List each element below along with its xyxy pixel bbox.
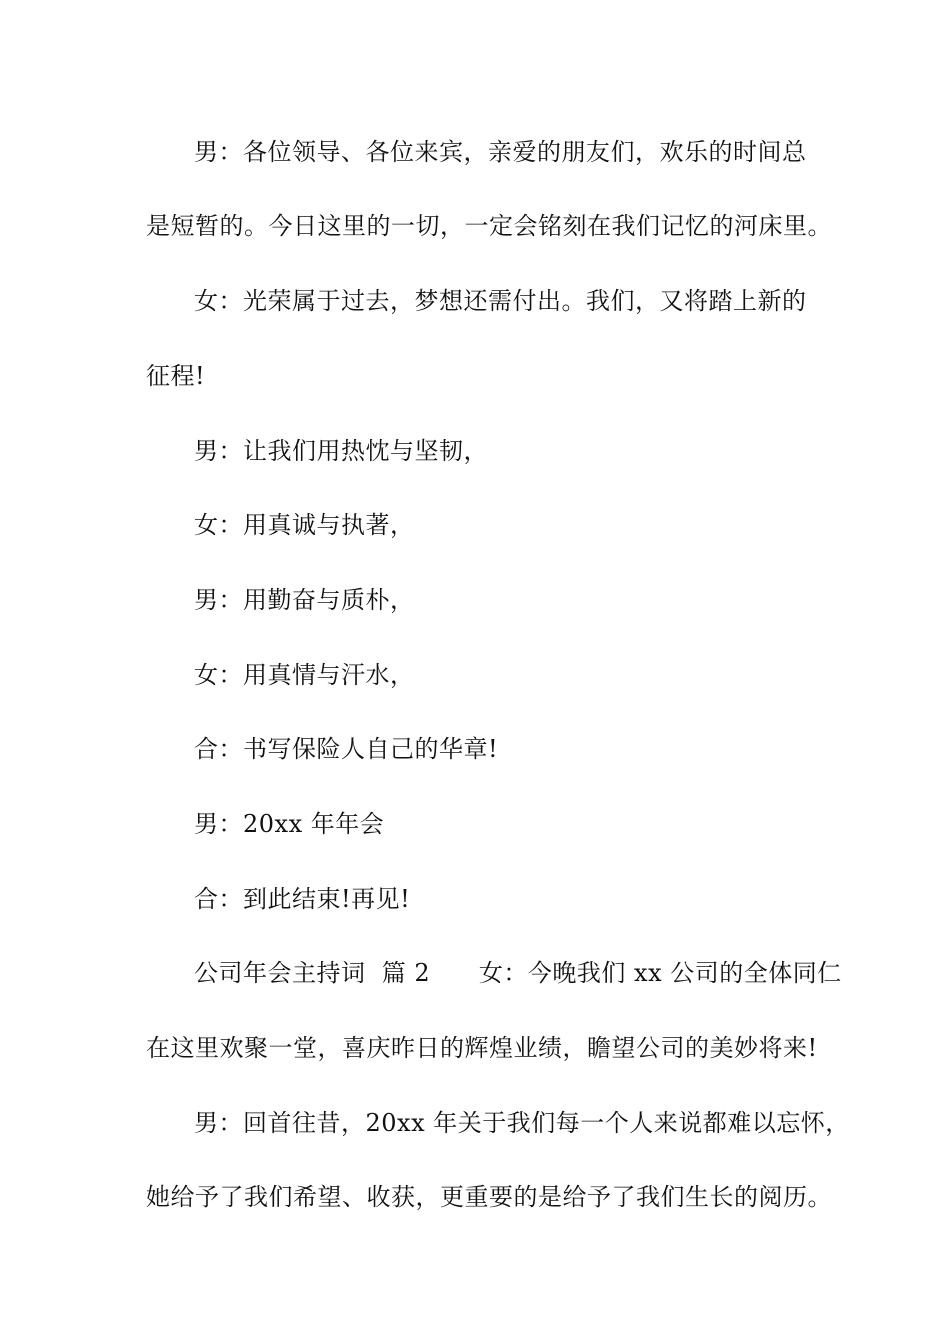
paragraph-line: 男：各位领导、各位来宾，亲爱的朋友们，欢乐的时间总: [194, 138, 807, 166]
paragraph-line: 是短暂的。今日这里的一切，一定会铭刻在我们记忆的河床里。: [146, 212, 832, 240]
paragraph-line: 女：用真诚与执著，: [194, 511, 415, 539]
paragraph-line: 合：到此结束!再见!: [194, 885, 411, 913]
paragraph-line: 合：书写保险人自己的华章!: [194, 735, 499, 763]
paragraph-line: 男：用勤奋与质朴，: [194, 586, 415, 614]
paragraph-line: 男：回首往昔，20xx 年关于我们每一个人来说都难以忘怀，: [194, 1109, 850, 1137]
paragraph-line: 她给予了我们希望、收获，更重要的是给予了我们生长的阅历。: [146, 1183, 832, 1211]
paragraph-line: 女：光荣属于过去，梦想还需付出。我们，又将踏上新的: [194, 287, 807, 315]
paragraph-line: 征程!: [146, 362, 206, 390]
paragraph-line: 男：让我们用热忱与坚韧，: [194, 437, 488, 465]
paragraph-line: 男：20xx 年年会: [194, 810, 385, 838]
section-heading-line: 公司年会主持词 篇 2 女：今晚我们 xx 公司的全体同仁: [194, 959, 842, 987]
paragraph-line: 在这里欢聚一堂，喜庆昨日的辉煌业绩，瞻望公司的美妙将来!: [146, 1034, 818, 1062]
paragraph-line: 女：用真情与汗水，: [194, 661, 415, 689]
